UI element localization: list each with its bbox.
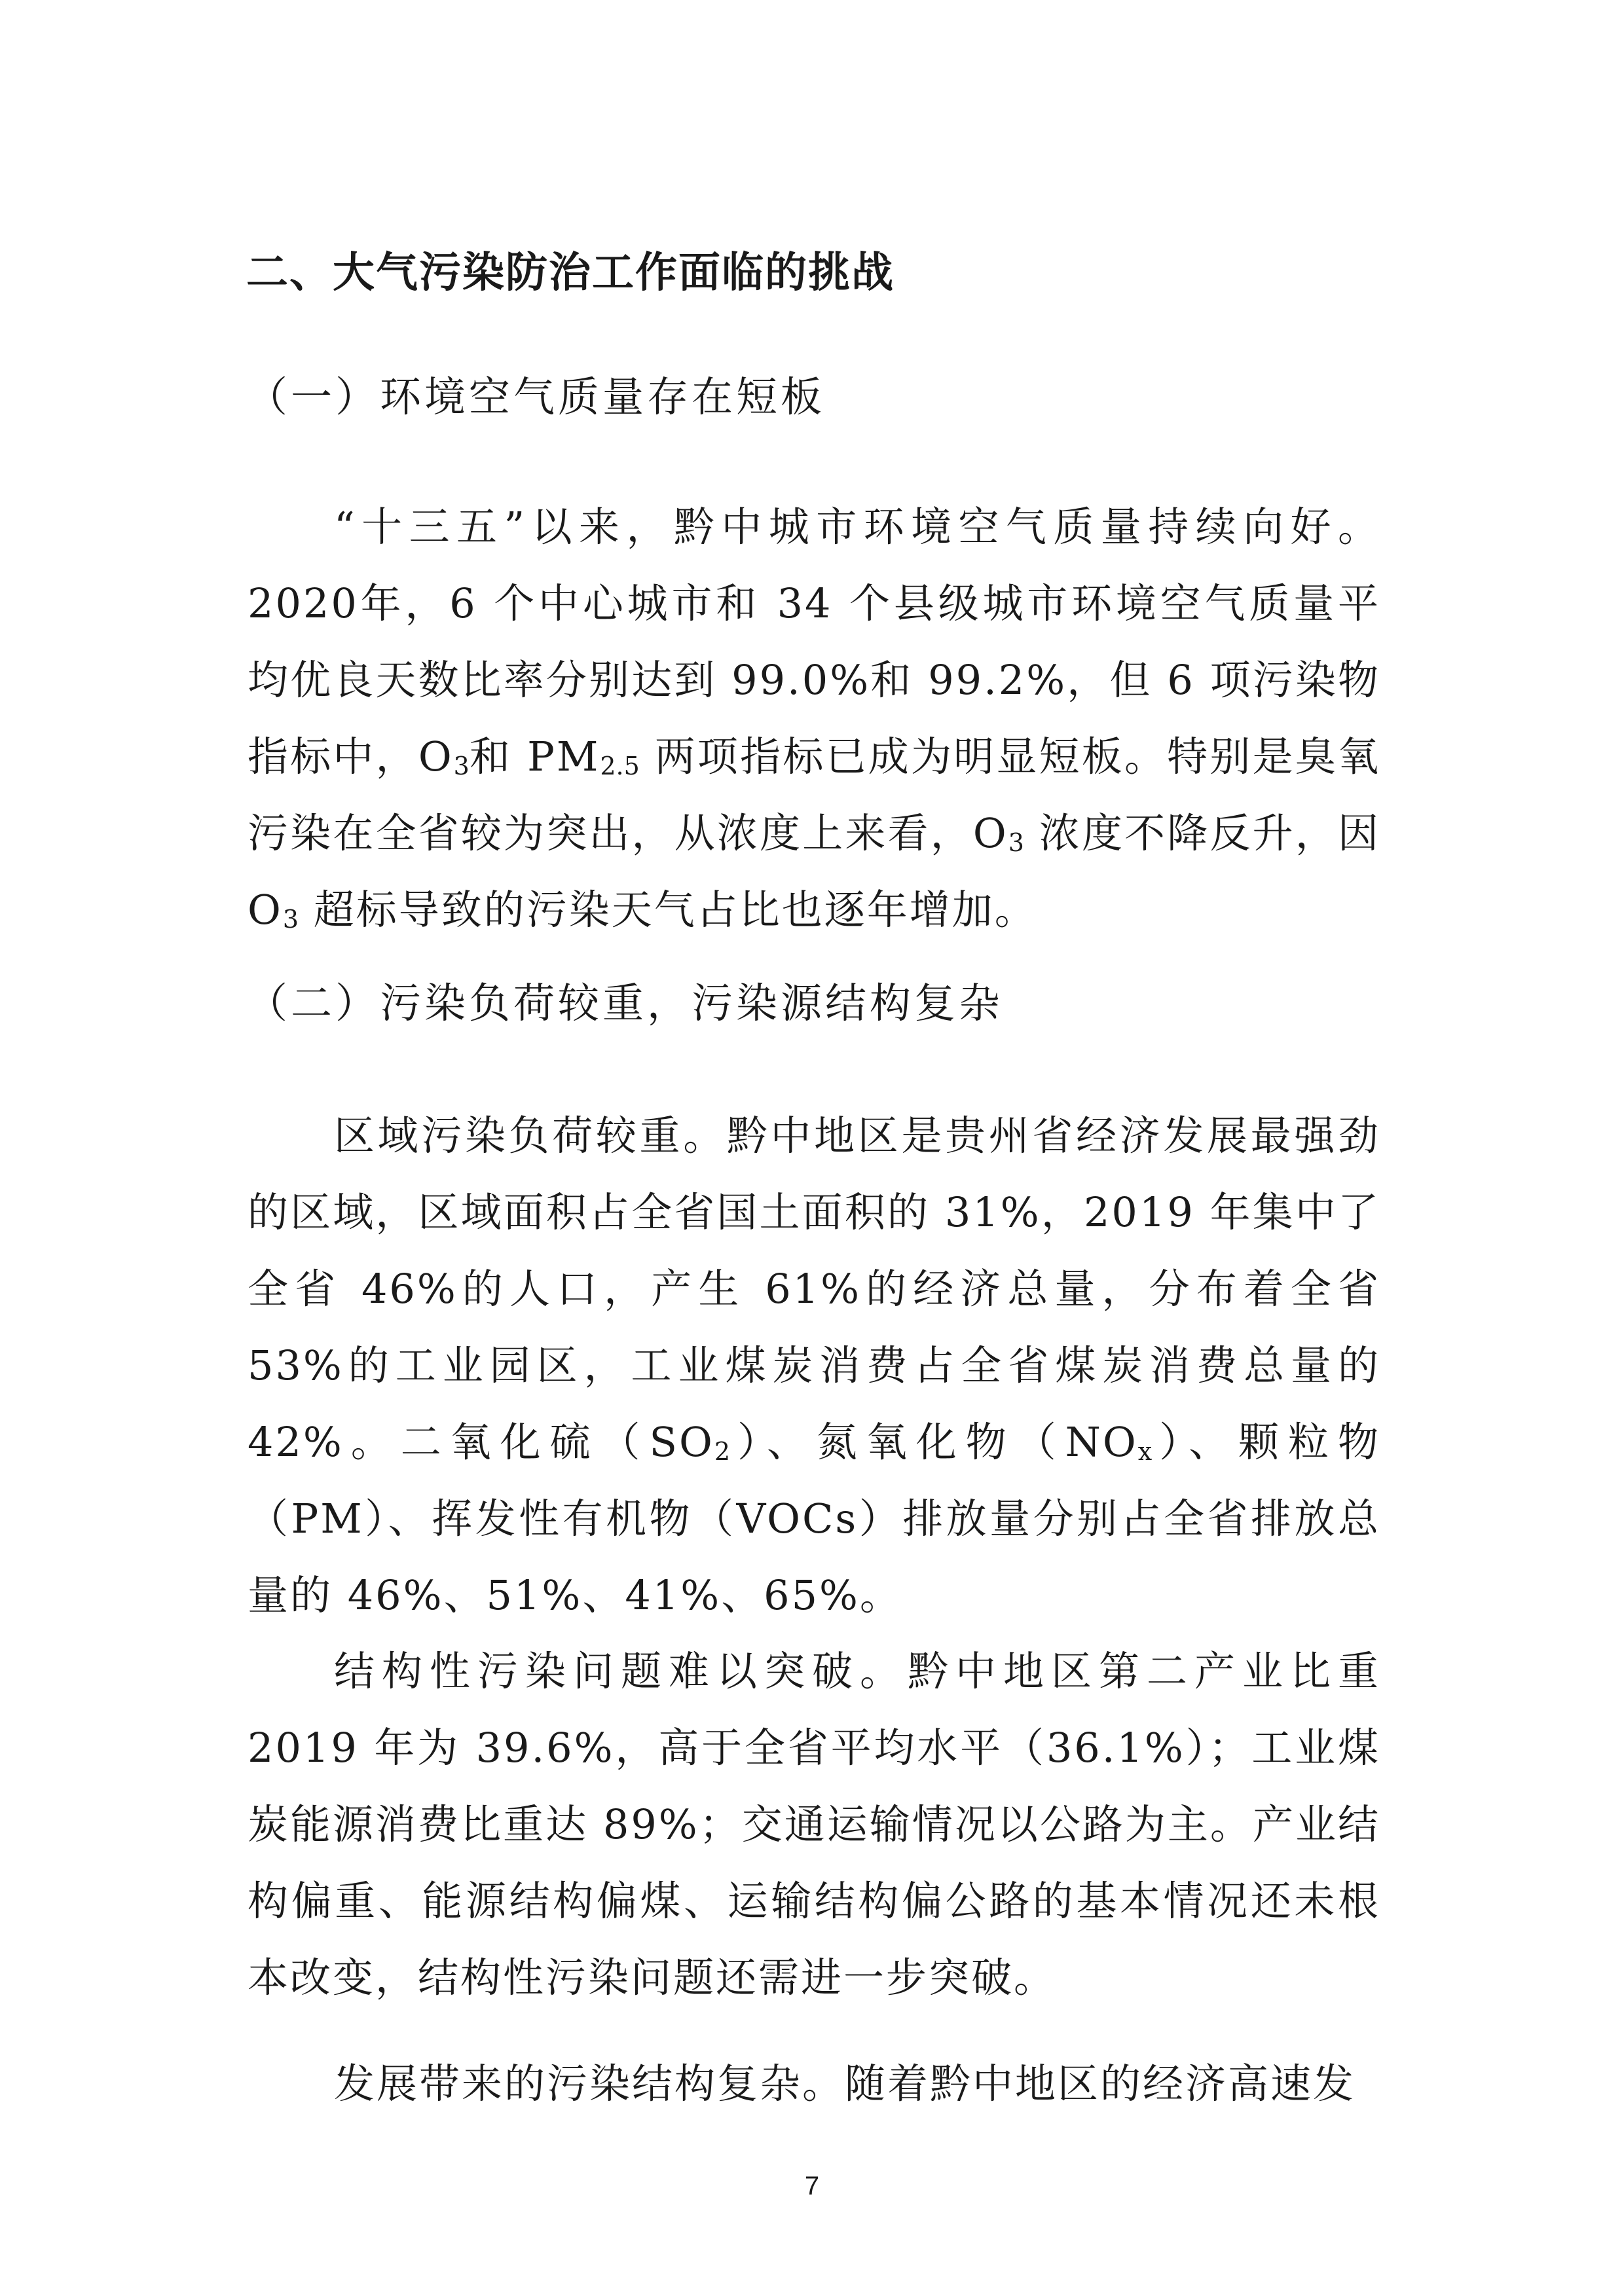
paragraph-development-pollution: 发展带来的污染结构复杂。随着黔中地区的经济高速发	[334, 2060, 1356, 2107]
subsection-title-2: （二）污染负荷较重，污染源结构复杂	[246, 979, 1003, 1027]
section-title: 二、大气污染防治工作面临的挑战	[246, 249, 895, 297]
paragraph-lead: 发展带来的污染结构复杂。	[334, 2060, 845, 2107]
page-number: 7	[804, 2172, 820, 2200]
subsection-title-1: （一）环境空气质量存在短板	[246, 373, 825, 421]
paragraph-lead: 区域污染负荷较重。	[334, 1112, 727, 1159]
paragraph-lead: 结构性污染问题难以突破。	[334, 1647, 908, 1695]
paragraph-air-quality: “十三五”以来，黔中城市环境空气质量持续向好。2020年，6 个中心城市和 34 个县级城市环境空气质量平均优良天数比率分别达到 99.0%和 99.2%，但 6 项污染物指标中，$O_3$和 $PM_{2.5}$ 两项指标已成为明显短板。特别是臭氧污染在全省较为突出，从浓度上来看，$O_3$ 浓度不降反升，因 $O_3$ 超标导致的污染天气占比也逐年增加。	[248, 503, 1380, 934]
paragraph-structural-pollution: 结构性污染问题难以突破。黔中地区第二产业比重 2019 年为 39.6%，高于全省平均水平（36.1%）；工业煤炭能源消费比重达 89%；交通运输情况以公路为主。产业结构偏重、能源结构偏煤、运输结构偏公路的基本情况还未根本改变，结构性污染问题还需进一步突破。	[248, 1647, 1380, 2001]
paragraph-pollution-load: 区域污染负荷较重。黔中地区是贵州省经济发展最强劲的区域，区域面积占全省国土面积的 31%，2019 年集中了全省 46%的人口，产生 61%的经济总量，分布着全省 53%的工业园区，工业煤炭消费占全省煤炭消费总量的 42%。二氧化硫$(SO_2)$、氮氧化物$(NO_x)$、颗粒物（PM）、挥发性有机物（VOCs）排放量分别占全省排放总量的 46%、51%、41%、65%。	[248, 1112, 1380, 1619]
